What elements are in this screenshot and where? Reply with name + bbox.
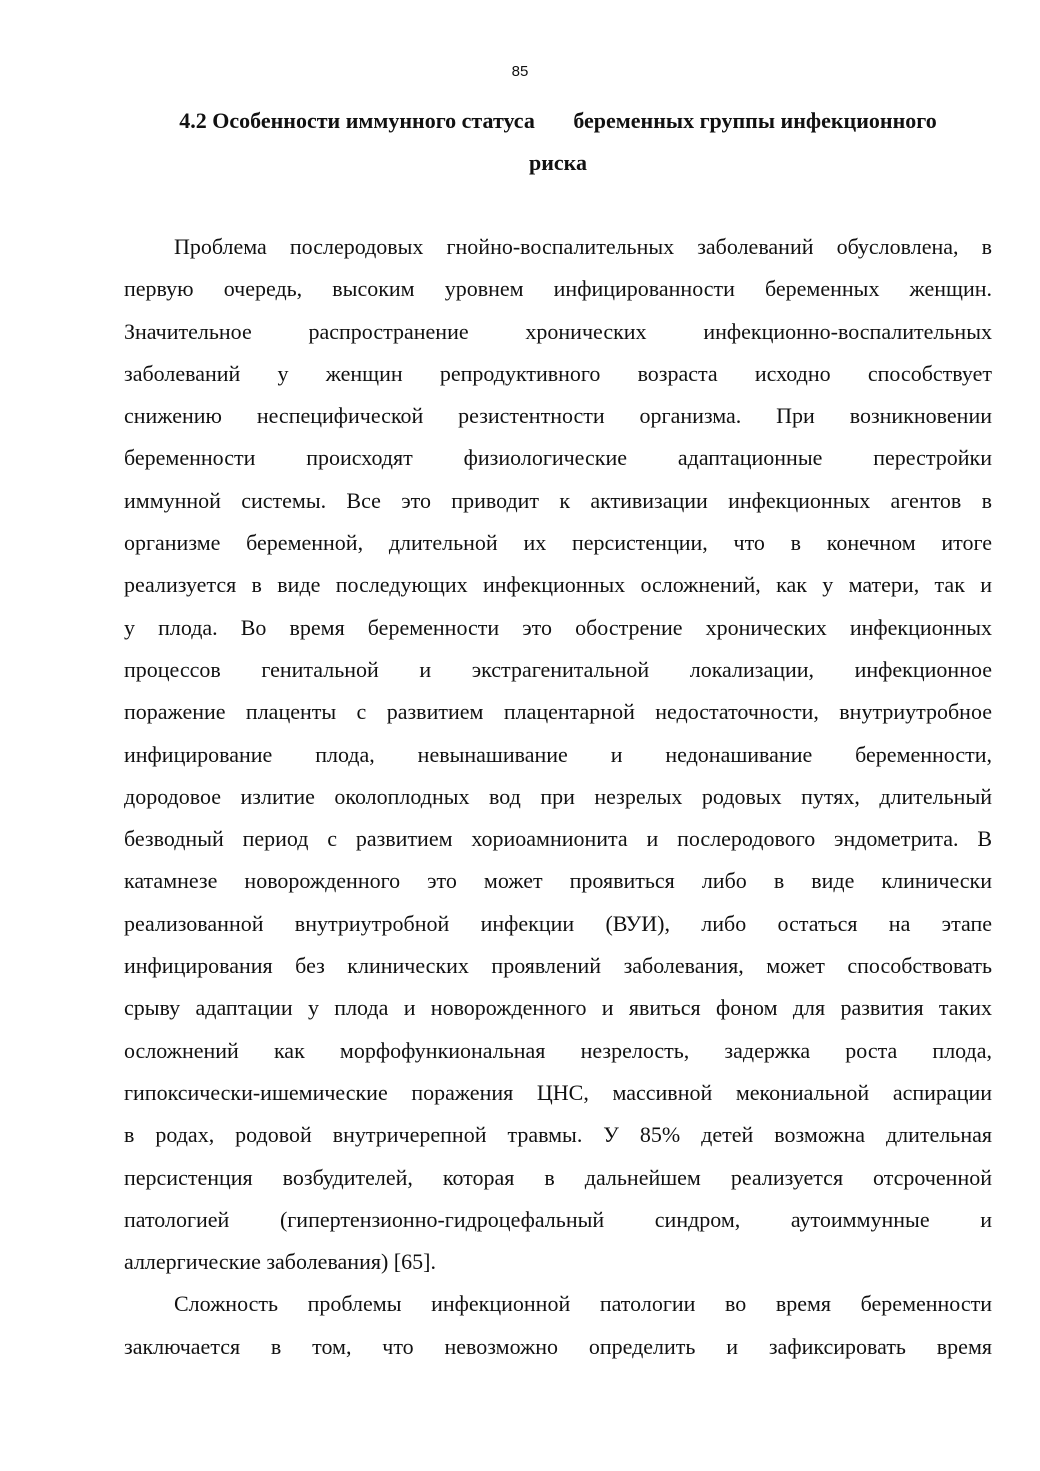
section-heading-line-2: риска bbox=[528, 150, 588, 175]
text-line: Сложность проблемы инфекционной патологии во время беременности bbox=[174, 1291, 992, 1317]
page-number: 85 bbox=[511, 63, 529, 80]
text-line: реализованной внутриутробной инфекции (ВУИ), либо остаться на этапе bbox=[124, 910, 992, 936]
text-line: реализуется в виде последующих инфекционных осложнений, как у матери, так и bbox=[124, 572, 992, 598]
text-line: в родах, родовой внутричерепной травмы. У 85% детей возможна длительная bbox=[124, 1122, 992, 1148]
text-line: гипоксически-ишемические поражения ЦНС, массивной мекониальной аспирации bbox=[124, 1079, 992, 1105]
text-line: Значительное распространение хронических инфекционно-воспалительных bbox=[124, 318, 992, 344]
text-line: патологией (гипертензионно-гидроцефальный синдром, аутоиммунные и bbox=[124, 1206, 992, 1232]
text-line: дородовое излитие околоплодных вод при незрелых родовых путях, длительный bbox=[124, 783, 992, 809]
text-line: персистенция возбудителей, которая в дальнейшем реализуется отсроченной bbox=[124, 1164, 992, 1190]
body-text bbox=[124, 226, 992, 1368]
text-line: беременности происходят физиологические адаптационные перестройки bbox=[124, 445, 992, 471]
paragraph-1 bbox=[124, 226, 992, 1283]
text-line: аллергические заболевания) [65]. bbox=[124, 1249, 436, 1275]
text-line: катамнезе новорожденного это может проявиться либо в виде клинически bbox=[124, 868, 992, 894]
text-line: осложнений как морфофункиональная незрелость, задержка роста плода, bbox=[124, 1037, 992, 1063]
text-line: поражение плаценты с развитием плацентарной недостаточности, внутриутробное bbox=[124, 699, 992, 725]
text-line: первую очередь, высоким уровнем инфицированности беременных женщин. bbox=[124, 276, 992, 302]
text-line: у плода. Во время беременности это обострение хронических инфекционных bbox=[124, 614, 992, 640]
text-line: Проблема послеродовых гнойно-воспалительных заболеваний обусловлена, в bbox=[174, 234, 992, 259]
text-line: процессов генитальной и экстрагенитальной локализации, инфекционное bbox=[124, 656, 992, 682]
text-line: безводный период с развитием хориоамнионита и послеродового эндометрита. В bbox=[124, 826, 992, 852]
text-line: срыву адаптации у плода и новорожденного и явиться фоном для развития таких bbox=[124, 995, 992, 1021]
section-heading bbox=[124, 100, 992, 184]
text-line: иммунной системы. Все это приводит к активизации инфекционных агентов в bbox=[124, 487, 992, 513]
paragraph-2 bbox=[124, 1283, 992, 1368]
text-line: снижению неспецифической резистентности организма. При возникновении bbox=[124, 403, 992, 429]
section-heading-line-1: 4.2 Особенности иммунного статуса беременных группы инфекционного bbox=[179, 108, 937, 133]
text-line: заболеваний у женщин репродуктивного возраста исходно способствует bbox=[124, 360, 992, 386]
text-line: организме беременной, длительной их персистенции, что в конечном итоге bbox=[124, 530, 992, 556]
text-line: инфицирование плода, невынашивание и недонашивание беременности, bbox=[124, 741, 992, 767]
text-line: заключается в том, что невозможно определить и зафиксировать время bbox=[124, 1333, 992, 1359]
text-line: инфицирования без клинических проявлений заболевания, может способствовать bbox=[124, 953, 992, 979]
